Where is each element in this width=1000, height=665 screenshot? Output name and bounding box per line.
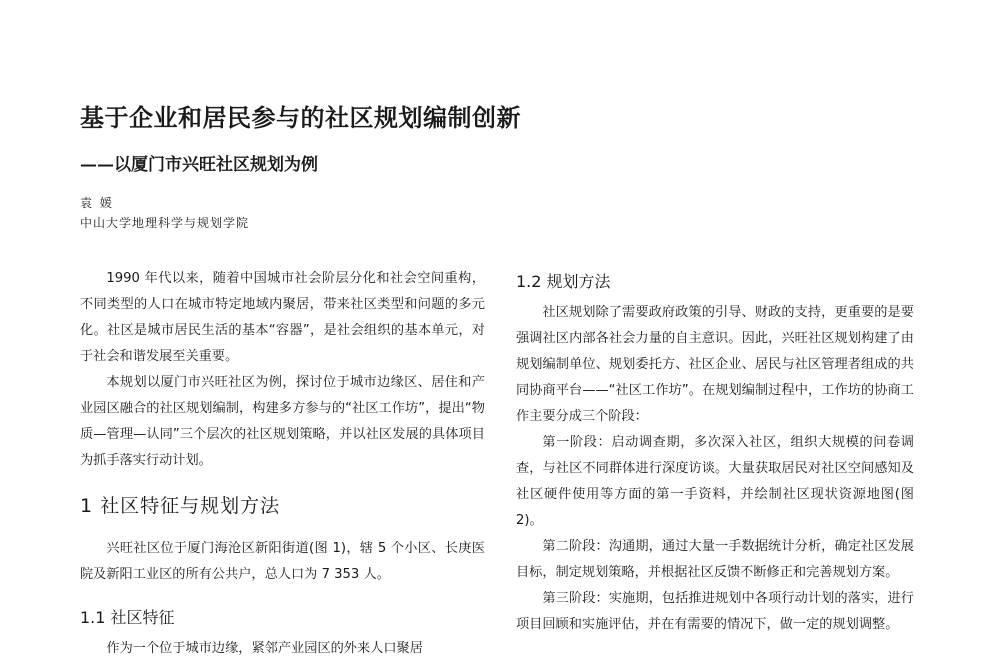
author-affiliation: 中山大学地理科学与规划学院 [80, 216, 250, 230]
section-1-1-heading: 1.1 社区特征 [80, 608, 175, 627]
stage-3-paragraph: 第三阶段：实施期，包括推进规划中各项行动计划的落实，进行项目回顾和实施评估，并在有需要的情况下，做一定的规划调整。 [516, 591, 914, 632]
section-1-paragraph: 兴旺社区位于厦门海沧区新阳街道(图 1)，辖 5 个小区、长庚医院及新阳工业区的所有公共户，总人口为 7 353 人。 [80, 541, 485, 582]
section-1-2-heading: 1.2 规划方法 [516, 272, 611, 291]
stage-2-paragraph: 第二阶段：沟通期，通过大量一手数据统计分析，确定社区发展目标，制定规划策略，并根据社区反馈不断修正和完善规划方案。 [516, 539, 914, 580]
author-name: 袁 媛 [80, 196, 114, 210]
stage-1-paragraph: 第一阶段：启动调查期，多次深入社区，组织大规模的问卷调查，与社区不同群体进行深度访谈。大量获取居民对社区空间感知及社区硬件使用等方面的第一手资料，并绘制社区现状资源地图(图 2)。 [516, 435, 914, 528]
paper-subtitle: ——以厦门市兴旺社区规划为例 [80, 155, 318, 175]
right-column [516, 270, 914, 638]
paper-title: 基于企业和居民参与的社区规划编制创新 [80, 104, 521, 132]
abstract-paragraph-1: 1990 年代以来，随着中国城市社会阶层分化和社会空间重构，不同类型的人口在城市特定地域内聚居，带来社区类型和问题的多元化。社区是城市居民生活的基本“容器”，是社会组织的基本单元，对于社会和谐发展至关重要。 [80, 271, 485, 364]
left-column [80, 266, 485, 662]
section-1-1-paragraph: 作为一个位于城市边缘，紧邻产业园区的外来人口聚居 [106, 641, 423, 656]
section-1-heading: 1 社区特征与规划方法 [80, 495, 281, 517]
abstract-paragraph-2: 本规划以厦门市兴旺社区为例，探讨位于城市边缘区、居住和产业园区融合的社区规划编制，构建多方参与的“社区工作坊”，提出“物质—管理—认同”三个层次的社区规划策略，并以社区发展的具体项目为抓手落实行动计划。 [80, 375, 485, 468]
section-1-2-paragraph: 社区规划除了需要政府政策的引导、财政的支持，更重要的是要强调社区内部各社会力量的自主意识。因此，兴旺社区规划构建了由规划编制单位、规划委托方、社区企业、居民与社区管理者组成的共同协商平台——“社区工作坊”。在规划编制过程中，工作坊的协商工作主要分成三个阶段： [516, 305, 914, 424]
